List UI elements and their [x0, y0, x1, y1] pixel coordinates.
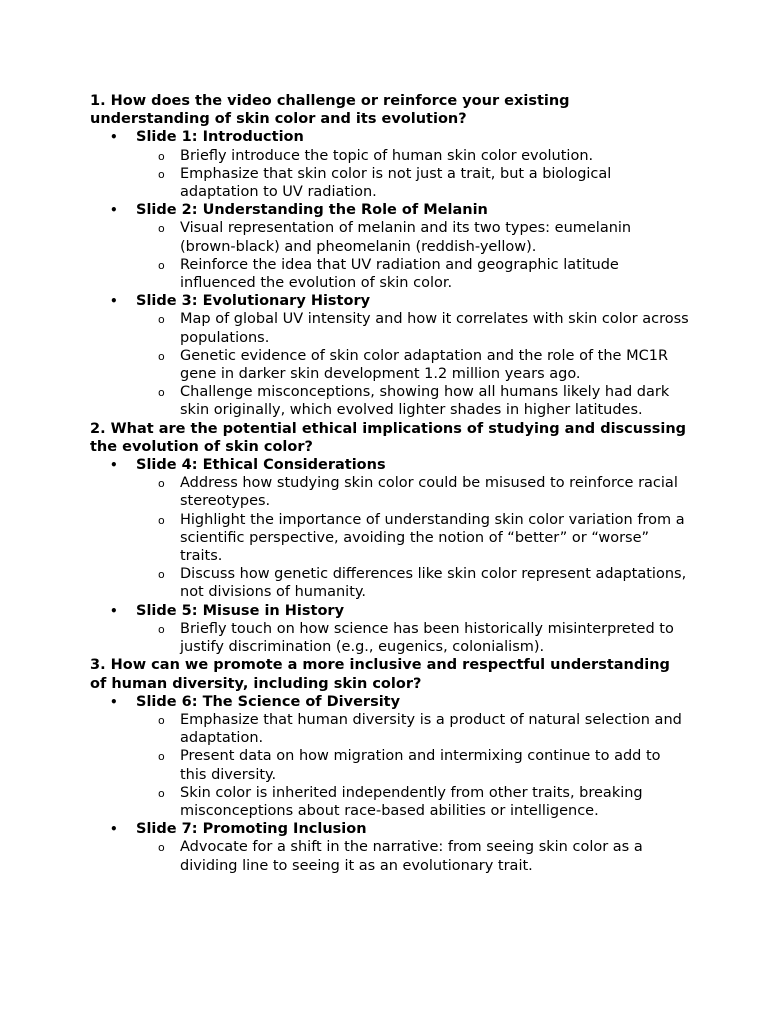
- circle-bullet-icon: o: [158, 841, 165, 855]
- bullet-icon: •: [110, 822, 118, 837]
- point-list: [136, 620, 690, 656]
- circle-bullet-icon: o: [158, 313, 165, 327]
- slide-item: [90, 292, 690, 419]
- section-1: [90, 92, 690, 420]
- point-text: Genetic evidence of skin color adaptation and the role of the MC1R gene in darker skin development 1.2 million years ago.: [180, 347, 669, 383]
- point-list: [136, 711, 690, 820]
- slide-item: [90, 693, 690, 820]
- list-item: [136, 310, 690, 346]
- list-item: [136, 256, 690, 292]
- list-item: [136, 383, 690, 419]
- slide-item: [90, 456, 690, 602]
- slide-title: Slide 6: The Science of Diversity: [136, 693, 401, 710]
- point-text: Visual representation of melanin and its two types: eumelanin (brown-black) and pheomelanin (reddish-yellow).: [180, 220, 632, 255]
- circle-bullet-icon: o: [158, 167, 165, 181]
- circle-bullet-icon: o: [158, 622, 165, 636]
- circle-bullet-icon: o: [158, 349, 165, 363]
- bullet-icon: •: [110, 458, 118, 473]
- circle-bullet-icon: o: [158, 786, 165, 800]
- slide-item: [90, 602, 690, 657]
- point-text: Briefly touch on how science has been historically misinterpreted to justify discrimination (e.g., eugenics, colonialism).: [180, 620, 674, 656]
- point-text: Map of global UV intensity and how it correlates with skin color across populations.: [180, 311, 689, 346]
- list-item: [136, 474, 690, 510]
- slide-list: [90, 456, 690, 656]
- point-text: Challenge misconceptions, showing how all humans likely had dark skin originally, which evolved lighter shades in higher latitudes.: [180, 384, 670, 419]
- circle-bullet-icon: o: [158, 750, 165, 764]
- list-item: [136, 511, 690, 566]
- slide-item: [90, 820, 690, 875]
- list-item: [136, 620, 690, 656]
- point-text: Address how studying skin color could be misused to reinforce racial stereotypes.: [180, 475, 678, 510]
- slide-title: Slide 7: Promoting Inclusion: [136, 821, 367, 838]
- question-2: 2. What are the potential ethical implications of studying and discussing the evolution of skin color?: [90, 420, 687, 455]
- point-text: Briefly introduce the topic of human skin color evolution.: [180, 147, 594, 164]
- point-text: Emphasize that human diversity is a product of natural selection and adaptation.: [180, 711, 682, 747]
- slide-list: [90, 128, 690, 419]
- point-text: Advocate for a shift in the narrative: from seeing skin color as a dividing line to seeing it as an evolutionary trait.: [180, 839, 643, 874]
- list-item: [136, 165, 690, 201]
- circle-bullet-icon: o: [158, 713, 165, 727]
- slide-item: [90, 128, 690, 201]
- slide-title: Slide 3: Evolutionary History: [136, 293, 371, 310]
- list-item: [136, 347, 690, 383]
- point-text: Skin color is inherited independently from other traits, breaking misconceptions about race-based abilities or intelligence.: [180, 784, 643, 819]
- list-item: [136, 219, 690, 255]
- point-list: [136, 474, 690, 601]
- list-item: [136, 147, 690, 165]
- list-item: [136, 838, 690, 874]
- list-item: [136, 747, 690, 783]
- list-item: [136, 711, 690, 747]
- point-list: [136, 838, 690, 874]
- point-list: [136, 219, 690, 292]
- point-list: [136, 310, 690, 419]
- point-text: Reinforce the idea that UV radiation and geographic latitude influenced the evolution of skin color.: [180, 256, 619, 292]
- point-text: Emphasize that skin color is not just a trait, but a biological adaptation to UV radiation.: [180, 165, 612, 201]
- slide-title: Slide 1: Introduction: [136, 129, 304, 146]
- question-3: 3. How can we promote a more inclusive and respectful understanding of human diversity, including skin color?: [90, 657, 670, 692]
- section-3: [90, 656, 690, 874]
- list-item: [136, 565, 690, 601]
- circle-bullet-icon: o: [158, 477, 165, 491]
- bullet-icon: •: [110, 294, 118, 309]
- slide-title: Slide 2: Understanding the Role of Melanin: [136, 202, 488, 219]
- point-list: [136, 147, 690, 202]
- slide-title: Slide 4: Ethical Considerations: [136, 457, 386, 474]
- bullet-icon: •: [110, 203, 118, 218]
- document-body: [90, 92, 690, 875]
- bullet-icon: •: [110, 603, 118, 618]
- point-text: Highlight the importance of understanding skin color variation from a scientific perspective, avoiding the notion of “better” or “worse” traits.: [180, 511, 685, 565]
- point-text: Discuss how genetic differences like skin color represent adaptations, not divisions of humanity.: [180, 566, 687, 601]
- slide-list: [90, 693, 690, 875]
- circle-bullet-icon: o: [158, 513, 165, 527]
- bullet-icon: •: [110, 130, 118, 145]
- point-text: Present data on how migration and intermixing continue to add to this diversity.: [180, 748, 661, 783]
- circle-bullet-icon: o: [158, 222, 165, 236]
- circle-bullet-icon: o: [158, 386, 165, 400]
- circle-bullet-icon: o: [158, 258, 165, 272]
- slide-item: [90, 201, 690, 292]
- circle-bullet-icon: o: [158, 568, 165, 582]
- slide-title: Slide 5: Misuse in History: [136, 602, 345, 619]
- section-2: [90, 420, 690, 657]
- list-item: [136, 784, 690, 820]
- question-1: 1. How does the video challenge or reinforce your existing understanding of skin color and its evolution?: [90, 93, 570, 128]
- circle-bullet-icon: o: [158, 149, 165, 163]
- bullet-icon: •: [110, 694, 118, 709]
